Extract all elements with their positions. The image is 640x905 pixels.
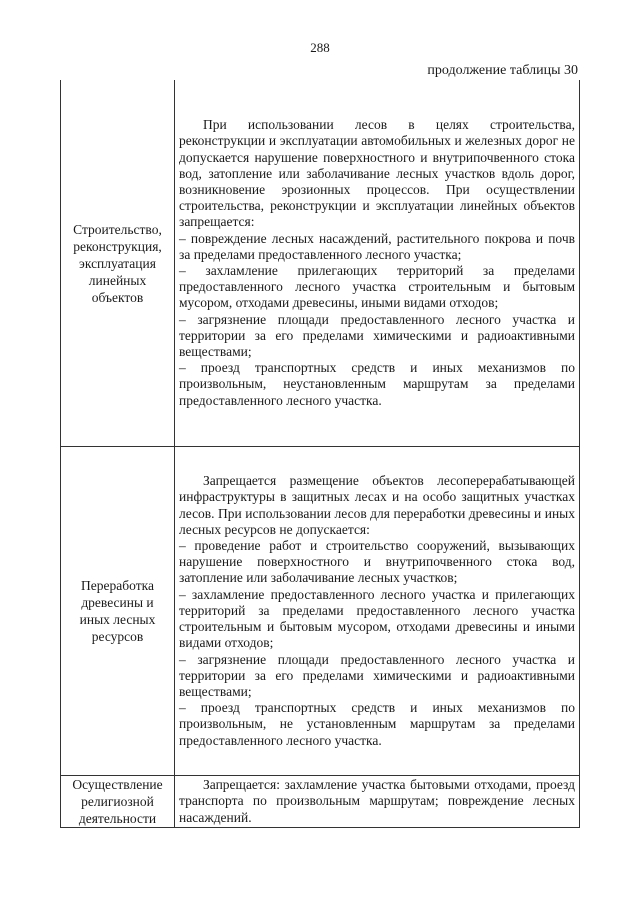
list-item: – загрязнение площади предоставленного лесного участка и территории за его пределами химическими и радиоактивными веществами; [179,311,575,360]
paragraph: При использовании лесов в целях строительства, реконструкции и эксплуатации автомобильных и железных дорог не допускается нарушение поверхностного и внутрипочвенного стока вод, затопление или заболачивание лесных участков вдоль дорог, возникновение эрозионных процессов. При осуществлении строительства, реконструкции и эксплуатации линейных объектов запрещается: [179,117,575,230]
list-item: – захламление прилегающих территорий за пределами предоставленного лесного участка строительным и бытовым мусором, отходами древесины, иными видами отходов; [179,263,575,311]
list-item: – проведение работ и строительство сооружений, вызывающих нарушение поверхностного и внутрипочвенного стока вод, затопление или заболачивание лесных участков; [179,538,575,586]
paragraph: Запрещается размещение объектов лесоперерабатывающей инфраструктуры в защитных лесах и на особо защитных участках лесов. При использовании лесов для переработки древесины и иных лесных ресурсов не допускается: [179,473,575,537]
description-cell [175,776,580,828]
list-item: – проезд транспортных средств и иных механизмов по произвольным, не установленным маршрутам за пределами предоставленного лесного участка. [179,700,575,748]
table-row [61,80,580,447]
description-cell [175,447,580,776]
page-number: 288 [310,40,330,55]
list-item: – захламление предоставленного лесного участка и прилегающих территорий за пределами предоставленного лесного участка строительным и бытовым мусором, отходами древесины и иными видами отходов; [179,586,575,651]
table-row [61,776,580,828]
list-item: – проезд транспортных средств и иных механизмов по произвольным, неустановленным маршрутам за пределами предоставленного лесного участка. [179,360,575,408]
list-item: – повреждение лесных насаждений, растительного покрова и почв за пределами предоставленного лесного участка; [179,230,575,262]
paragraph: Запрещается: захламление участка бытовыми отходами, проезд транспорта по произвольным маршрутам; повреждение лесных насаждений. [179,777,575,825]
category-cell: Переработка древесины и иных лесных ресурсов [61,447,175,776]
list-item: – загрязнение площади предоставленного лесного участка и территории за его пределами химическими и радиоактивными веществами; [179,651,575,699]
table-continuation-label: продолжение таблицы 30 [427,63,578,78]
table-row [61,447,580,776]
category-cell: Осуществление религиозной деятельности [61,776,175,828]
category-cell: Строительство, реконструкция, эксплуатация линейных объектов [61,80,175,447]
description-cell [175,80,580,447]
restrictions-table [60,80,580,828]
